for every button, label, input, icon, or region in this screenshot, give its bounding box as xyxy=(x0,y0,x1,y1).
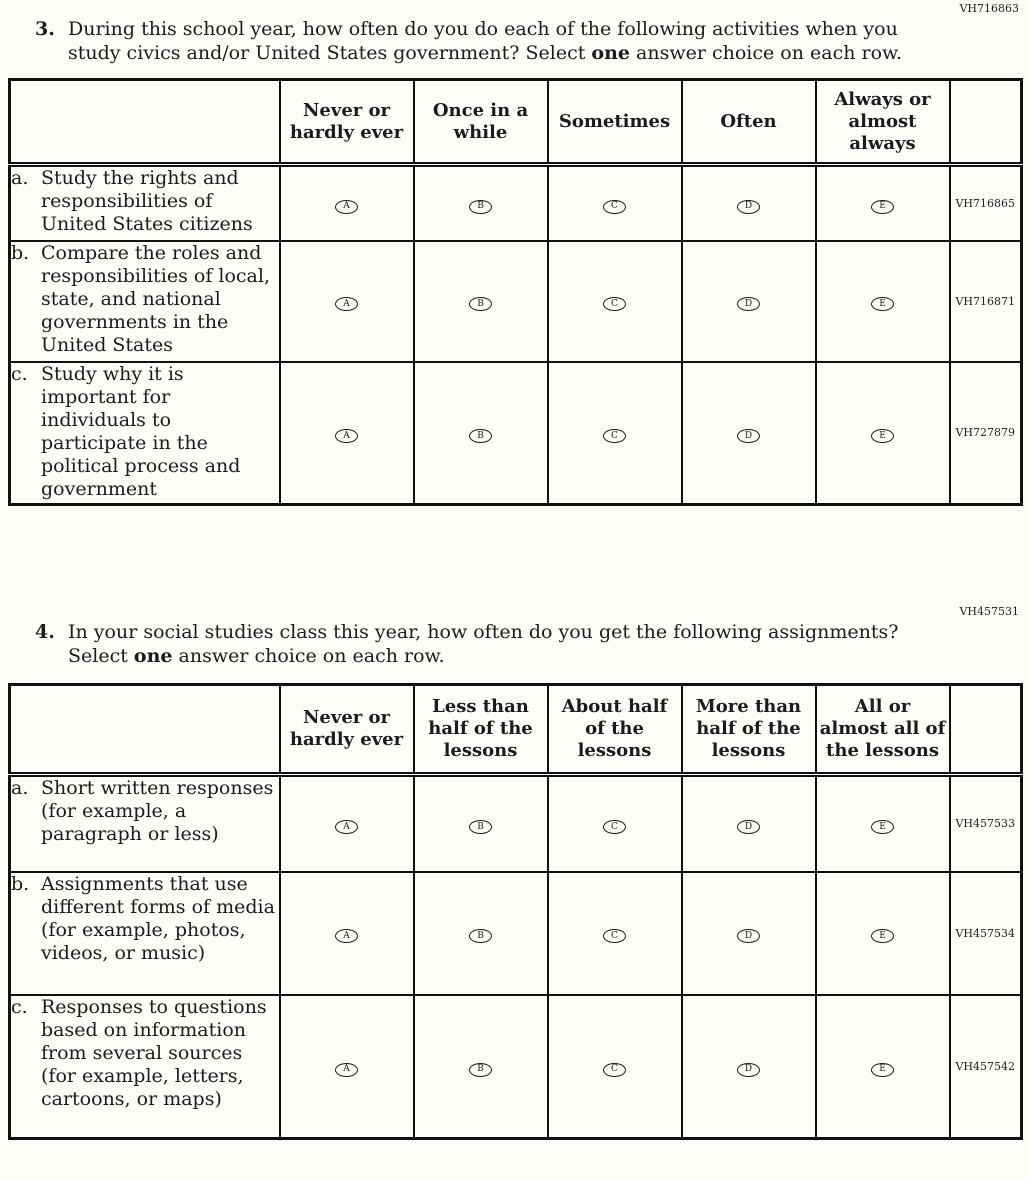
answer-bubble-d[interactable]: D xyxy=(737,297,760,311)
answer-cell xyxy=(816,362,950,505)
row-item-code: VH457542 xyxy=(950,995,1022,1139)
answer-bubble-d[interactable]: D xyxy=(737,929,760,943)
answer-cell xyxy=(682,995,816,1139)
answer-bubble-e[interactable]: E xyxy=(871,820,894,834)
header-about-half: About half of the lessons xyxy=(548,685,682,775)
answer-bubble-a[interactable]: A xyxy=(335,820,358,834)
answer-cell xyxy=(548,995,682,1139)
answer-bubble-b[interactable]: B xyxy=(469,200,492,214)
header-often: Often xyxy=(682,80,816,165)
answer-bubble-d[interactable]: D xyxy=(737,1063,760,1077)
answer-bubble-e[interactable]: E xyxy=(871,200,894,214)
answer-cell xyxy=(414,995,548,1139)
question-4-code: VH457531 xyxy=(959,605,1019,618)
question-4-prompt xyxy=(68,620,926,668)
header-all-or-almost-all: All or almost all of the lessons xyxy=(816,685,950,775)
answer-cell xyxy=(414,775,548,872)
answer-cell xyxy=(816,165,950,241)
answer-cell xyxy=(548,872,682,995)
answer-cell xyxy=(548,362,682,505)
answer-cell xyxy=(816,775,950,872)
answer-cell xyxy=(414,362,548,505)
answer-cell xyxy=(816,995,950,1139)
row-label: Study the rights and responsibilities of United States citizens xyxy=(41,167,253,235)
question-4-prompt-bold: one xyxy=(133,645,173,667)
table-row xyxy=(10,775,1022,872)
header-empty-corner xyxy=(10,80,280,165)
question-4-prompt-row xyxy=(0,620,1029,668)
question-4-header-row xyxy=(10,685,1022,775)
row-letter: c. xyxy=(11,995,28,1018)
header-never-or-hardly-ever: Never or hardly ever xyxy=(280,80,414,165)
answer-bubble-b[interactable]: B xyxy=(469,929,492,943)
row-item-code: VH727879 xyxy=(950,362,1022,505)
answer-cell xyxy=(816,872,950,995)
question-3-prompt-row xyxy=(0,17,1029,65)
header-empty-code-column xyxy=(950,80,1022,165)
row-label-cell xyxy=(10,775,280,872)
answer-cell xyxy=(280,362,414,505)
answer-bubble-b[interactable]: B xyxy=(469,1063,492,1077)
row-item-code: VH716871 xyxy=(950,241,1022,362)
answer-cell xyxy=(816,241,950,362)
answer-bubble-b[interactable]: B xyxy=(469,820,492,834)
answer-bubble-c[interactable]: C xyxy=(603,1063,626,1077)
header-always-or-almost-always: Always or almost always xyxy=(816,80,950,165)
answer-bubble-a[interactable]: A xyxy=(335,1063,358,1077)
answer-cell xyxy=(280,165,414,241)
answer-bubble-d[interactable]: D xyxy=(737,429,760,443)
header-empty-corner xyxy=(10,685,280,775)
row-item-code: VH716865 xyxy=(950,165,1022,241)
table-row xyxy=(10,362,1022,505)
table-row xyxy=(10,995,1022,1139)
question-3-table xyxy=(8,78,1023,506)
question-4-prompt-after: answer choice on each row. xyxy=(172,645,445,667)
answer-bubble-d[interactable]: D xyxy=(737,200,760,214)
row-label-cell xyxy=(10,995,280,1139)
answer-bubble-a[interactable]: A xyxy=(335,429,358,443)
answer-cell xyxy=(280,775,414,872)
question-3-prompt-after: answer choice on each row. xyxy=(630,42,903,64)
question-4-prompt-before: In your social studies class this year, how often do you get the following assignments? Select xyxy=(68,621,899,667)
row-label: Assignments that use different forms of media (for example, photos, videos, or music) xyxy=(41,872,275,964)
table-row xyxy=(10,872,1022,995)
row-label: Study why it is important for individuals to participate in the political process and government xyxy=(41,362,241,500)
row-letter: b. xyxy=(11,241,30,264)
answer-cell xyxy=(414,241,548,362)
header-sometimes: Sometimes xyxy=(548,80,682,165)
answer-bubble-c[interactable]: C xyxy=(603,429,626,443)
header-never-or-hardly-ever: Never or hardly ever xyxy=(280,685,414,775)
question-3-header-row xyxy=(10,80,1022,165)
answer-cell xyxy=(682,241,816,362)
row-label-cell xyxy=(10,872,280,995)
question-4-table xyxy=(8,683,1023,1140)
answer-cell xyxy=(280,872,414,995)
answer-cell xyxy=(548,241,682,362)
answer-bubble-e[interactable]: E xyxy=(871,429,894,443)
answer-cell xyxy=(682,872,816,995)
question-4-number: 4. xyxy=(35,621,55,643)
answer-cell xyxy=(548,775,682,872)
answer-cell xyxy=(682,775,816,872)
question-3-code: VH716863 xyxy=(959,2,1019,15)
row-letter: c. xyxy=(11,362,28,385)
answer-bubble-a[interactable]: A xyxy=(335,929,358,943)
answer-cell xyxy=(682,362,816,505)
answer-bubble-e[interactable]: E xyxy=(871,297,894,311)
row-letter: a. xyxy=(11,777,29,799)
answer-bubble-e[interactable]: E xyxy=(871,929,894,943)
row-item-code: VH457534 xyxy=(950,872,1022,995)
question-3-prompt-bold: one xyxy=(591,42,630,64)
header-more-than-half: More than half of the lessons xyxy=(682,685,816,775)
row-label-cell xyxy=(10,165,280,241)
answer-bubble-a[interactable]: A xyxy=(335,200,358,214)
row-label: Responses to questions based on information from several sources (for example, letters, cartoons, or maps) xyxy=(41,995,267,1110)
question-3-number: 3. xyxy=(35,18,55,40)
table-row xyxy=(10,241,1022,362)
row-label: Short written responses (for example, a paragraph or less) xyxy=(41,777,274,845)
answer-bubble-e[interactable]: E xyxy=(871,1063,894,1077)
row-letter: b. xyxy=(11,872,30,895)
question-3-prompt xyxy=(68,17,926,65)
row-item-code: VH457533 xyxy=(950,775,1022,872)
row-label-cell xyxy=(10,362,280,505)
answer-bubble-b[interactable]: B xyxy=(469,297,492,311)
answer-cell xyxy=(414,872,548,995)
row-label: Compare the roles and responsibilities of local, state, and national governments in the United States xyxy=(41,241,270,356)
table-row xyxy=(10,165,1022,241)
row-label-cell xyxy=(10,241,280,362)
answer-bubble-a[interactable]: A xyxy=(335,297,358,311)
answer-cell xyxy=(548,165,682,241)
answer-cell xyxy=(682,165,816,241)
question-3-prompt-before: During this school year, how often do you do each of the following activities when you study civics and/or United States government? Select xyxy=(68,18,898,64)
answer-bubble-b[interactable]: B xyxy=(469,429,492,443)
answer-bubble-c[interactable]: C xyxy=(603,200,626,214)
row-letter: a. xyxy=(11,167,29,189)
answer-bubble-c[interactable]: C xyxy=(603,929,626,943)
header-once-in-a-while: Once in a while xyxy=(414,80,548,165)
answer-bubble-c[interactable]: C xyxy=(603,820,626,834)
header-empty-code-column xyxy=(950,685,1022,775)
answer-bubble-d[interactable]: D xyxy=(737,820,760,834)
answer-cell xyxy=(280,241,414,362)
answer-cell xyxy=(280,995,414,1139)
answer-bubble-c[interactable]: C xyxy=(603,297,626,311)
answer-cell xyxy=(414,165,548,241)
header-less-than-half: Less than half of the lessons xyxy=(414,685,548,775)
